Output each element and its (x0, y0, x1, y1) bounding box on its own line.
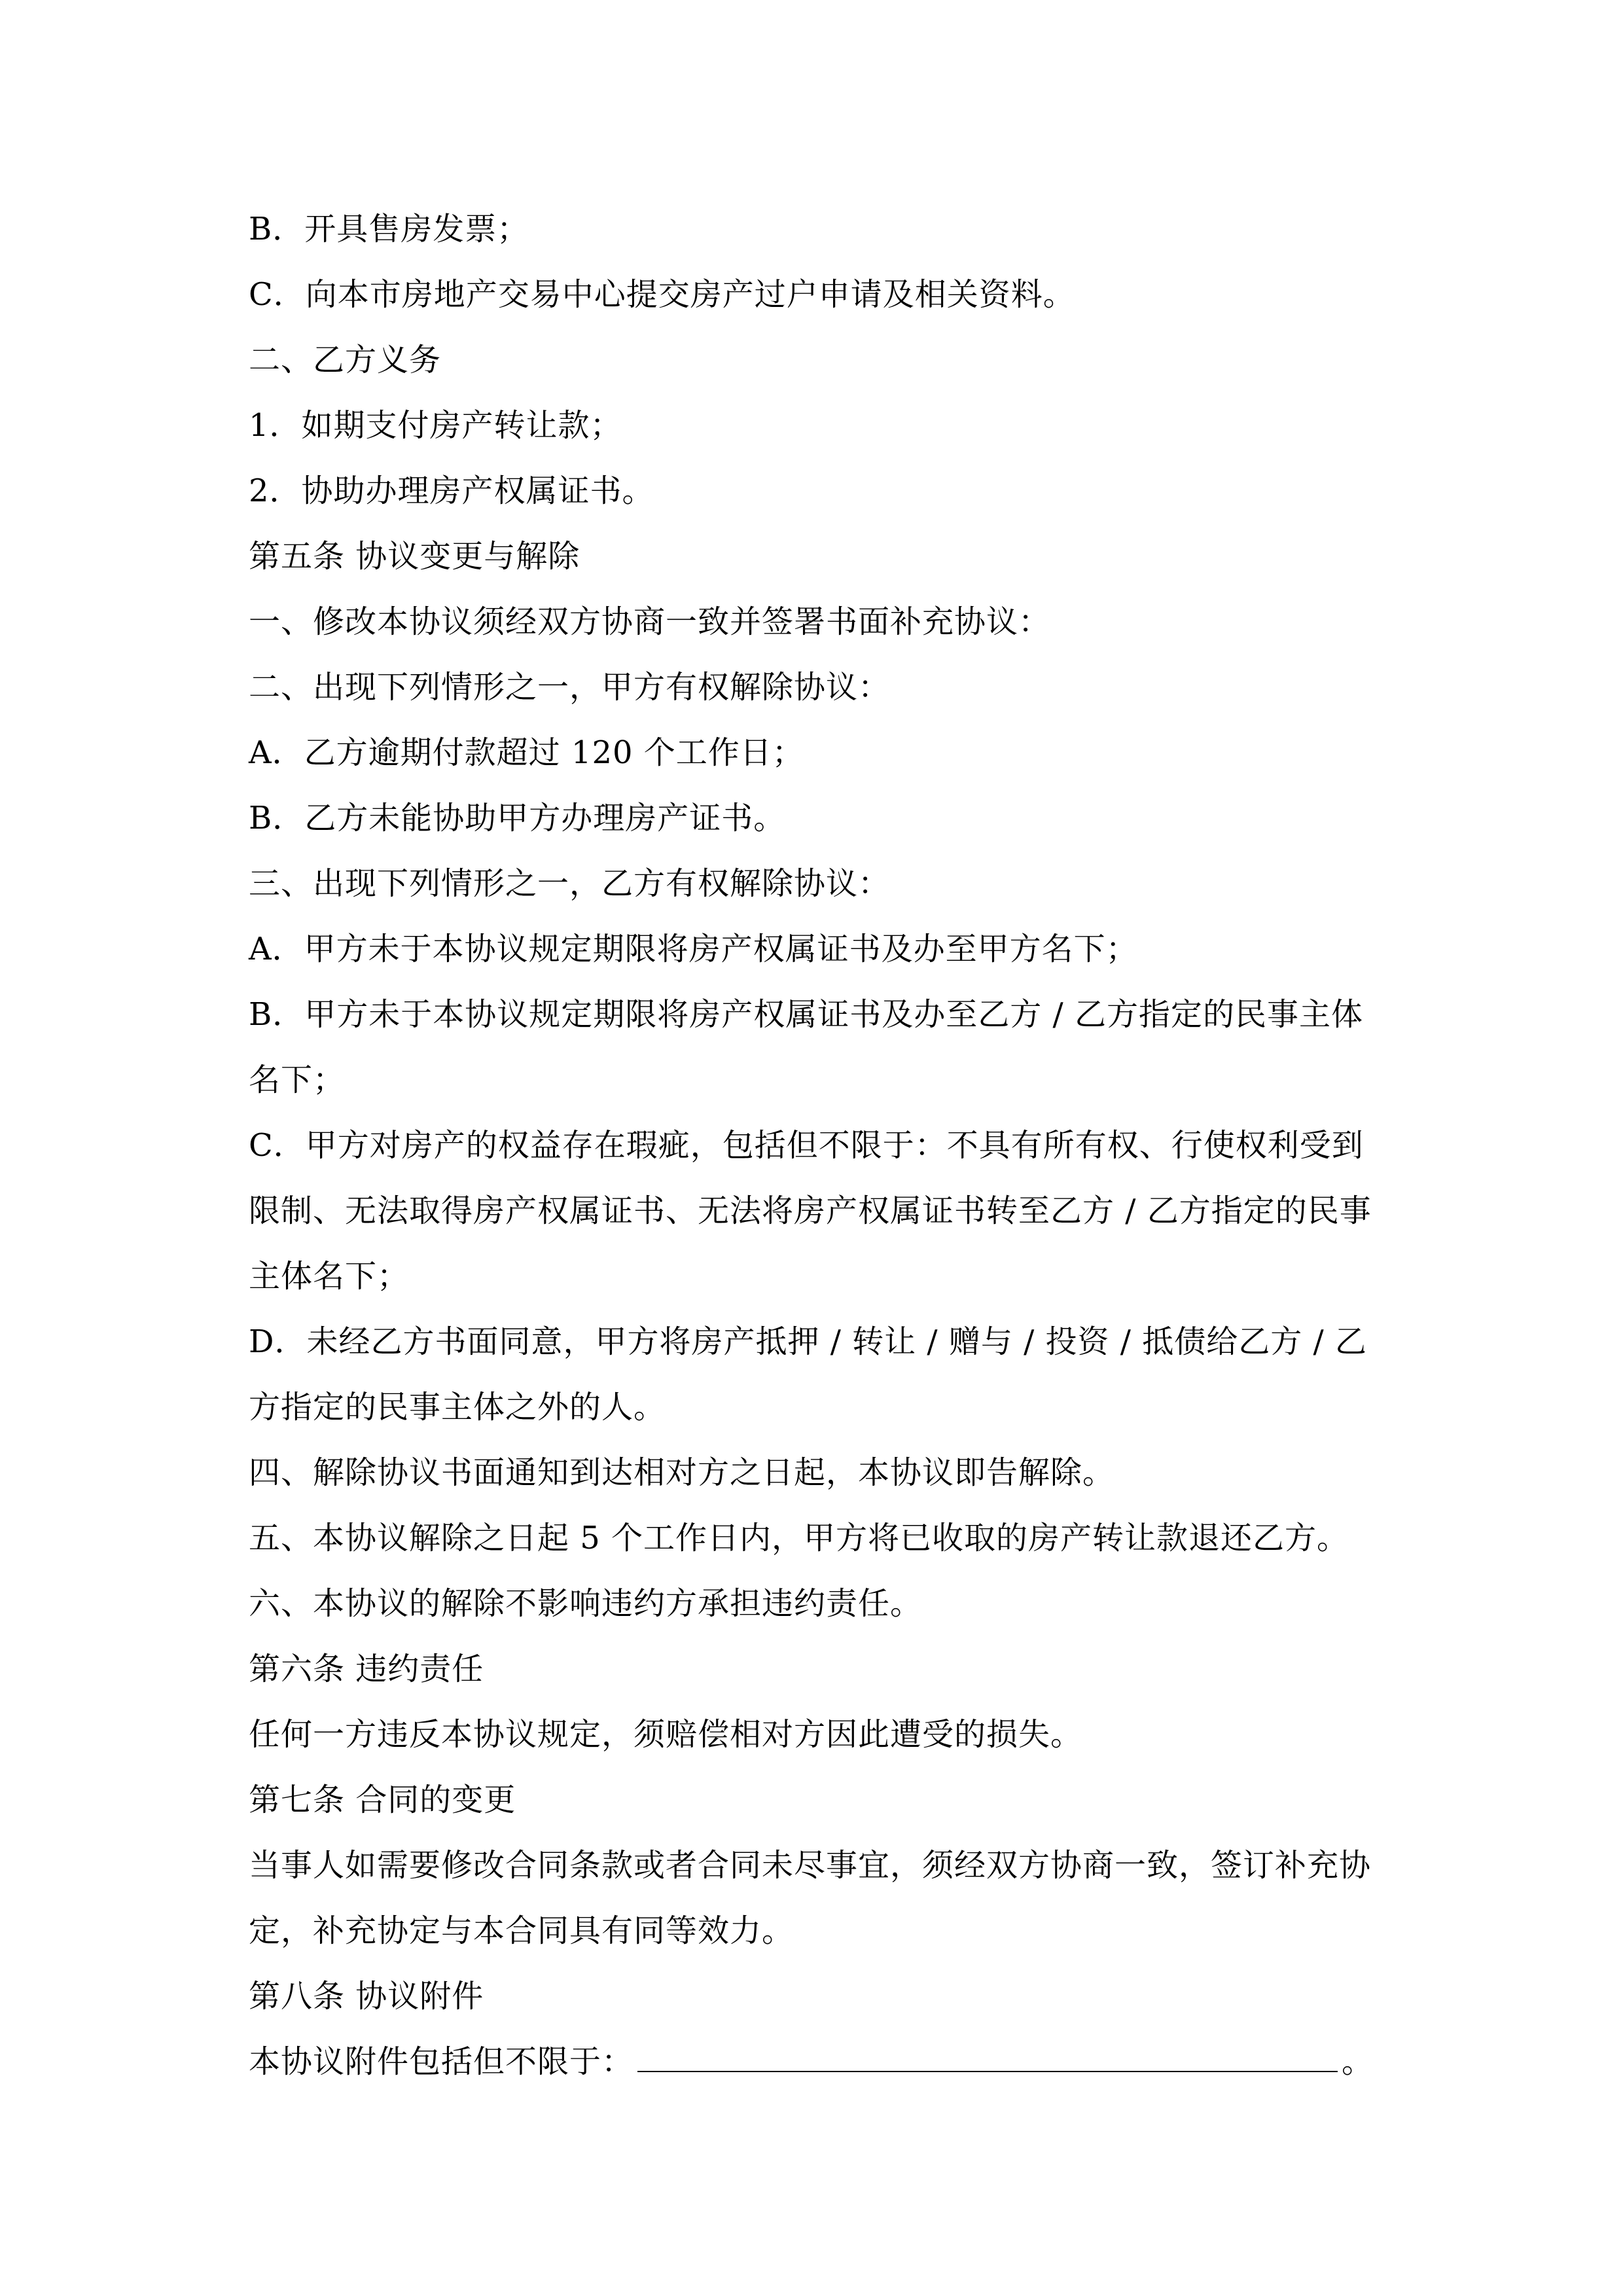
text-line: 2．协助办理房产权属证书。 (249, 473, 654, 509)
text-line: 三、出现下列情形之一，乙方有权解除协议： (249, 865, 891, 902)
article-heading: 第八条 协议附件 (249, 1978, 484, 2015)
section-heading: 二、乙方义务 (249, 342, 442, 378)
fill-in-blank[interactable] (637, 2034, 1338, 2072)
attachment-line (249, 2029, 1394, 2094)
text-line: 限制、无法取得房产权属证书、无法将房产权属证书转至乙方 / 乙方指定的民事 (249, 1193, 1372, 1229)
text-line: C．甲方对房产的权益存在瑕疵，包括但不限于：不具有所有权、行使权利受到 (249, 1127, 1364, 1164)
text-line: D．未经乙方书面同意，甲方将房产抵押 / 转让 / 赠与 / 投资 / 抵债给乙方 / 乙 (249, 1323, 1367, 1360)
text-line: B．开具售房发票； (249, 211, 529, 247)
attachment-prefix: 本协议附件包括但不限于： (249, 2043, 634, 2080)
text-line: A．甲方未于本协议规定期限将房产权属证书及办至甲方名下； (249, 931, 1138, 967)
text-line: 定，补充协定与本合同具有同等效力。 (249, 1912, 794, 1949)
text-line: A．乙方逾期付款超过 120 个工作日； (249, 734, 804, 771)
text-line: 名下； (249, 1062, 346, 1098)
text-line: 当事人如需要修改合同条款或者合同未尽事宜，须经双方协商一致，签订补充协 (249, 1847, 1372, 1884)
text-line: 五、本协议解除之日起 5 个工作日内，甲方将已收取的房产转让款退还乙方。 (249, 1520, 1349, 1556)
contract-page (249, 196, 1394, 2094)
text-line: 四、解除协议书面通知到达相对方之日起，本协议即告解除。 (249, 1454, 1115, 1491)
text-line: 主体名下； (249, 1258, 410, 1295)
text-line: 1．如期支付房产转让款； (249, 407, 622, 444)
text-line: 一、修改本协议须经双方协商一致并签署书面补充协议： (249, 603, 1051, 640)
text-line: 任何一方违反本协议规定，须赔偿相对方因此遭受的损失。 (249, 1716, 1083, 1753)
text-line: 二、出现下列情形之一，甲方有权解除协议： (249, 669, 891, 706)
attachment-suffix: 。 (1342, 2043, 1374, 2080)
article-heading: 第五条 协议变更与解除 (249, 538, 580, 575)
article-heading: 第七条 合同的变更 (249, 1782, 516, 1818)
text-line: B．甲方未于本协议规定期限将房产权属证书及办至乙方 / 乙方指定的民事主体 (249, 996, 1363, 1033)
text-line: 六、本协议的解除不影响违约方承担违约责任。 (249, 1585, 923, 1622)
text-line: B．乙方未能协助甲方办理房产证书。 (249, 800, 786, 836)
text-line: 方指定的民事主体之外的人。 (249, 1389, 666, 1426)
text-line: C．向本市房地产交易中心提交房产过户申请及相关资料。 (249, 276, 1075, 313)
article-heading: 第六条 违约责任 (249, 1651, 484, 1687)
